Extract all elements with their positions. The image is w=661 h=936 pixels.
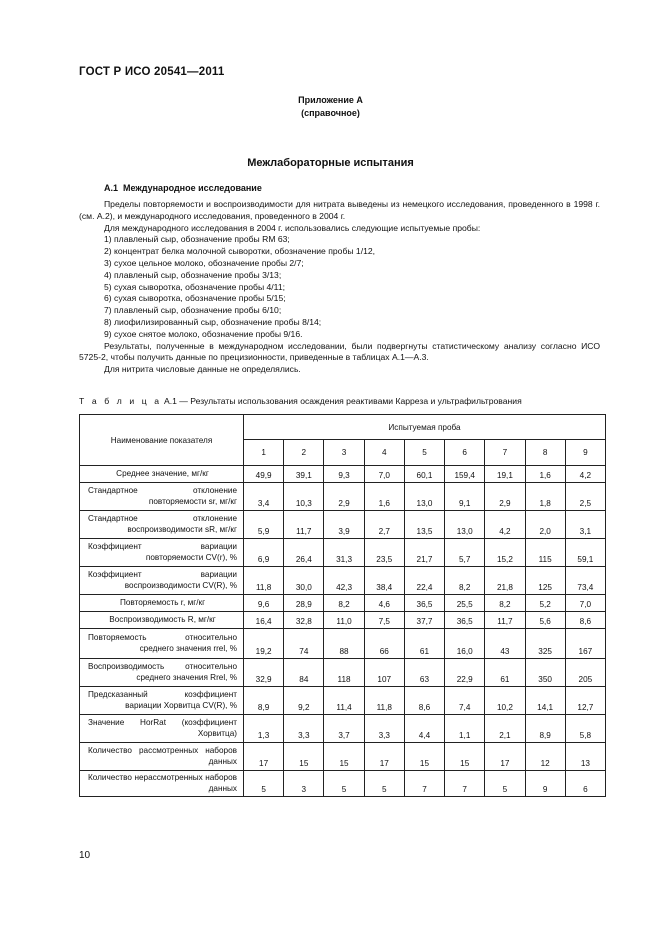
table-cell: 38,4	[364, 567, 404, 595]
table-cell: 61	[485, 659, 525, 687]
table-cell: 60,1	[404, 466, 444, 483]
table-cell: 6,9	[244, 539, 284, 567]
table-cell: 205	[565, 659, 605, 687]
results-table	[79, 414, 606, 797]
sample-item: 1) плавленый сыр, обозначение пробы RM 63;	[104, 234, 290, 245]
row-label: Стандартное отклонение воспроизводимости sR, мг/кг	[80, 511, 244, 539]
table-cell: 8,2	[485, 595, 525, 612]
table-cell: 2,9	[485, 483, 525, 511]
table-cell: 3,7	[324, 715, 364, 743]
column-header-sample: 7	[485, 440, 525, 466]
column-header-sample: 6	[445, 440, 485, 466]
table-cell: 25,5	[445, 595, 485, 612]
row-label: Значение HorRat (коэффициент Хорвитца)	[80, 715, 244, 743]
table-cell: 19,1	[485, 466, 525, 483]
table-cell: 3,1	[565, 511, 605, 539]
sample-item: 5) сухая сыворотка, обозначение пробы 4/11;	[104, 281, 285, 292]
table-cell: 13,0	[404, 483, 444, 511]
table-cell: 14,1	[525, 687, 565, 715]
table-cell: 6	[565, 771, 605, 797]
table-cell: 9	[525, 771, 565, 797]
table-cell: 1,3	[244, 715, 284, 743]
subsection-number: А.1	[104, 183, 119, 193]
table-cell: 8,2	[445, 567, 485, 595]
table-cell: 159,4	[445, 466, 485, 483]
table-cell: 61	[404, 629, 444, 659]
table-cell: 8,9	[244, 687, 284, 715]
table-cell: 23,5	[364, 539, 404, 567]
table-cell: 43	[485, 629, 525, 659]
table-cell: 13,5	[404, 511, 444, 539]
table-cell: 4,6	[364, 595, 404, 612]
row-label: Среднее значение, мг/кг	[80, 466, 244, 483]
table-cell: 74	[284, 629, 324, 659]
table-cell: 66	[364, 629, 404, 659]
table-cell: 5,6	[525, 612, 565, 629]
table-row	[80, 511, 606, 539]
table-row	[80, 567, 606, 595]
row-label: Повторяемость r, мг/кг	[80, 595, 244, 612]
table-cell: 4,4	[404, 715, 444, 743]
column-header-sample: 3	[324, 440, 364, 466]
table-cell: 8,2	[324, 595, 364, 612]
table-cell: 84	[284, 659, 324, 687]
row-label: Количество рассмотренных наборов данных	[80, 743, 244, 771]
column-header-sample: 2	[284, 440, 324, 466]
table-caption	[79, 396, 522, 406]
table-cell: 31,3	[324, 539, 364, 567]
table-cell: 3,9	[324, 511, 364, 539]
table-cell: 13	[565, 743, 605, 771]
table-cell: 1,6	[364, 483, 404, 511]
sample-item: 7) плавленый сыр, обозначение пробы 6/10;	[104, 305, 282, 316]
column-header-sample: 5	[404, 440, 444, 466]
table-cell: 42,3	[324, 567, 364, 595]
table-cell: 5	[485, 771, 525, 797]
table-row	[80, 539, 606, 567]
table-cell: 22,9	[445, 659, 485, 687]
table-cell: 17	[364, 743, 404, 771]
table-cell: 1,6	[525, 466, 565, 483]
sample-item: 4) плавленый сыр, обозначение пробы 3/13;	[104, 269, 282, 280]
table-cell: 2,7	[364, 511, 404, 539]
table-row	[80, 466, 606, 483]
sample-item: 8) лиофилизированный сыр, обозначение пробы 8/14;	[104, 316, 322, 327]
table-cell: 9,2	[284, 687, 324, 715]
table-cell: 15,2	[485, 539, 525, 567]
table-cell: 11,8	[244, 567, 284, 595]
table-cell: 5	[324, 771, 364, 797]
table-cell: 7,5	[364, 612, 404, 629]
table-cell: 5,9	[244, 511, 284, 539]
table-cell: 107	[364, 659, 404, 687]
table-cell: 5,8	[565, 715, 605, 743]
table-cell: 11,7	[284, 511, 324, 539]
table-cell: 2,5	[565, 483, 605, 511]
table-row	[80, 743, 606, 771]
table-cell: 325	[525, 629, 565, 659]
appendix-subtitle: (справочное)	[301, 108, 360, 118]
table-cell: 49,9	[244, 466, 284, 483]
table-cell: 12,7	[565, 687, 605, 715]
column-header-sample: 8	[525, 440, 565, 466]
subsection-heading	[104, 183, 262, 193]
table-cell: 21,8	[485, 567, 525, 595]
table-cell: 7,4	[445, 687, 485, 715]
table-cell: 15	[284, 743, 324, 771]
row-label: Воспроизводимость R, мг/кг	[80, 612, 244, 629]
table-cell: 167	[565, 629, 605, 659]
table-cell: 7,0	[565, 595, 605, 612]
table-cell: 10,3	[284, 483, 324, 511]
table-cell: 32,9	[244, 659, 284, 687]
table-cell: 3,3	[364, 715, 404, 743]
table-cell: 1,1	[445, 715, 485, 743]
row-label: Воспроизводимость относительно среднего значения Rrel, %	[80, 659, 244, 687]
table-cell: 2,1	[485, 715, 525, 743]
table-cell: 13,0	[445, 511, 485, 539]
table-cell: 350	[525, 659, 565, 687]
table-cell: 118	[324, 659, 364, 687]
table-cell: 22,4	[404, 567, 444, 595]
standard-header: ГОСТ Р ИСО 20541—2011	[79, 66, 225, 78]
table-cell: 4,2	[565, 466, 605, 483]
row-label: Коэффициент вариации повторяемости CV(r), %	[80, 539, 244, 567]
table-row	[80, 771, 606, 797]
table-cell: 12	[525, 743, 565, 771]
table-cell: 9,1	[445, 483, 485, 511]
paragraph-precision-limits: Пределы повторяемости и воспроизводимости для нитрата выведены из немецкого исследования, проведенного в 1998 г. (см. А.2), и международного исследования, проведенного в 2004 г.	[79, 199, 600, 221]
table-cell: 73,4	[565, 567, 605, 595]
table-cell: 8,6	[404, 687, 444, 715]
subsection-title: Международное исследование	[123, 183, 262, 193]
table-cell: 28,9	[284, 595, 324, 612]
table-cell: 3	[284, 771, 324, 797]
table-cell: 11,4	[324, 687, 364, 715]
table-cell: 125	[525, 567, 565, 595]
table-cell: 88	[324, 629, 364, 659]
column-group-header: Испытуемая проба	[244, 415, 606, 440]
table-cell: 30,0	[284, 567, 324, 595]
table-cell: 16,4	[244, 612, 284, 629]
row-label: Предсказанный коэффициент вариации Хорвитца CV(R), %	[80, 687, 244, 715]
table-cell: 8,6	[565, 612, 605, 629]
table-cell: 32,8	[284, 612, 324, 629]
table-cell: 115	[525, 539, 565, 567]
paragraph-samples-intro: Для международного исследования в 2004 г. использовались следующие испытуемые пробы:	[104, 222, 481, 233]
table-cell: 36,5	[445, 612, 485, 629]
table-cell: 5,2	[525, 595, 565, 612]
table-cell: 15	[445, 743, 485, 771]
table-cell: 9,6	[244, 595, 284, 612]
sample-item: 6) сухая сыворотка, обозначение пробы 5/15;	[104, 293, 286, 304]
table-cell: 15	[404, 743, 444, 771]
column-header-name: Наименование показателя	[80, 415, 244, 466]
table-row	[80, 595, 606, 612]
table-cell: 5	[244, 771, 284, 797]
body-text	[79, 199, 600, 376]
table-cell: 2,0	[525, 511, 565, 539]
table-cell: 19,2	[244, 629, 284, 659]
table-cell: 8,9	[525, 715, 565, 743]
table-cell: 11,8	[364, 687, 404, 715]
table-cell: 4,2	[485, 511, 525, 539]
row-label: Стандартное отклонение повторяемости sr, мг/кг	[80, 483, 244, 511]
column-header-sample: 9	[565, 440, 605, 466]
table-cell: 1,8	[525, 483, 565, 511]
table-cell: 37,7	[404, 612, 444, 629]
table-cell: 3,4	[244, 483, 284, 511]
table-cell: 21,7	[404, 539, 444, 567]
column-header-sample: 4	[364, 440, 404, 466]
table-cell: 10,2	[485, 687, 525, 715]
column-header-sample: 1	[244, 440, 284, 466]
table-cell: 5,7	[445, 539, 485, 567]
table-cell: 11,7	[485, 612, 525, 629]
sample-item: 3) сухое цельное молоко, обозначение пробы 2/7;	[104, 257, 304, 268]
table-cell: 16,0	[445, 629, 485, 659]
table-row	[80, 483, 606, 511]
paragraph-statistical-analysis: Результаты, полученные в международном исследовании, были подвергнуты статистическому анализу согласно ИСО 5725-2, чтобы получить данные по прецизионности, приведенные в таблицах А.1—А.3.	[79, 340, 600, 363]
row-label: Количество нерассмотренных наборов данных	[80, 771, 244, 797]
table-cell: 7,0	[364, 466, 404, 483]
row-label: Повторяемость относительно среднего значения rrel, %	[80, 629, 244, 659]
table-cell: 59,1	[565, 539, 605, 567]
table-row	[80, 629, 606, 659]
table-row	[80, 659, 606, 687]
table-cell: 26,4	[284, 539, 324, 567]
row-label: Коэффициент вариации воспроизводимости CV(R), %	[80, 567, 244, 595]
table-cell: 11,0	[324, 612, 364, 629]
table-cell: 17	[485, 743, 525, 771]
page-number: 10	[79, 850, 91, 861]
table-cell: 15	[324, 743, 364, 771]
table-cell: 3,3	[284, 715, 324, 743]
paragraph-nitrite-note: Для нитрита числовые данные не определялись.	[104, 364, 301, 375]
table-row	[80, 612, 606, 629]
table-cell: 36,5	[404, 595, 444, 612]
section-title: Межлабораторные испытания	[247, 157, 414, 169]
table-caption-text: А.1 — Результаты использования осаждения реактивами Карреза и ультрафильтрования	[163, 396, 522, 406]
table-cell: 2,9	[324, 483, 364, 511]
table-cell: 9,3	[324, 466, 364, 483]
sample-item: 2) концентрат белка молочной сыворотки, обозначение пробы 1/12,	[104, 246, 376, 257]
appendix-title: Приложение А	[298, 95, 363, 105]
table-cell: 17	[244, 743, 284, 771]
table-cell: 7	[445, 771, 485, 797]
table-row	[80, 715, 606, 743]
table-row	[80, 687, 606, 715]
table-caption-prefix: Т а б л и ц а	[79, 396, 162, 406]
sample-item: 9) сухое снятое молоко, обозначение пробы 9/16.	[104, 328, 303, 339]
table-cell: 63	[404, 659, 444, 687]
table-cell: 7	[404, 771, 444, 797]
table-cell: 39,1	[284, 466, 324, 483]
table-cell: 5	[364, 771, 404, 797]
